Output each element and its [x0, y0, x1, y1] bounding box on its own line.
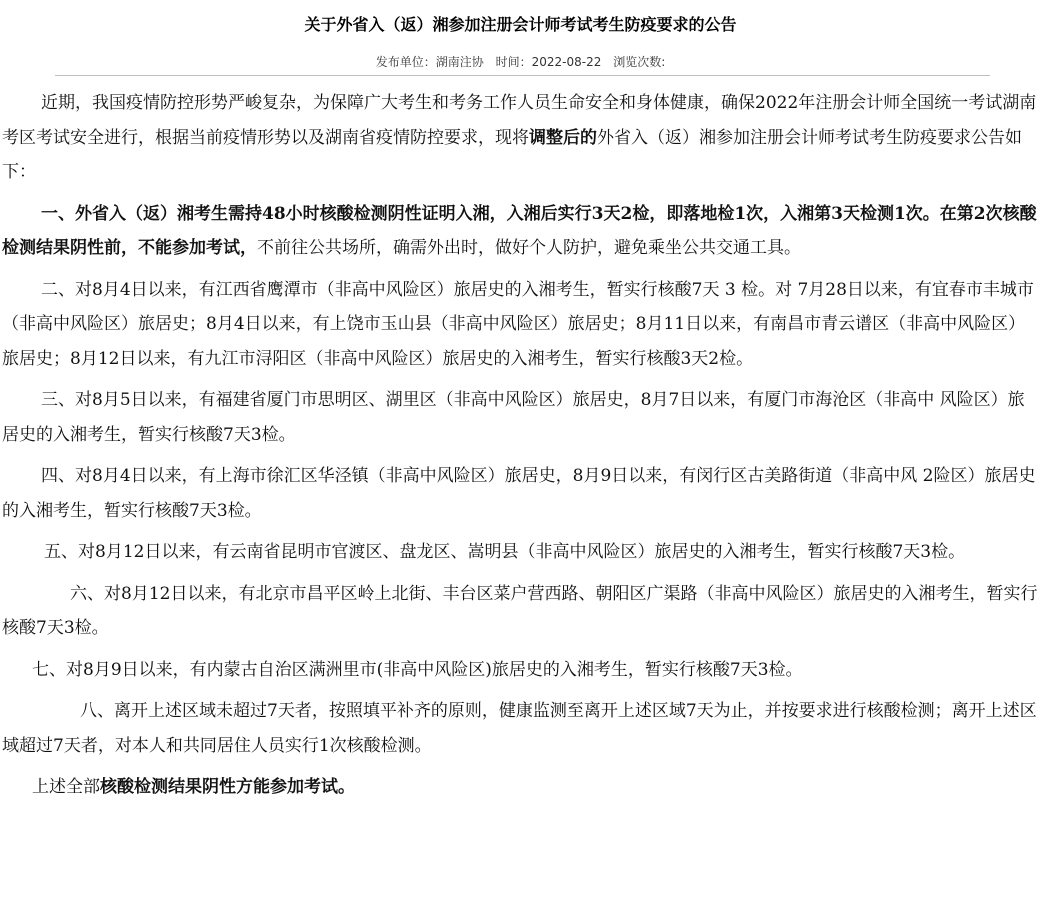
- paragraph-text: 外省入（返）湘参加注册会计师考试考生防疫要求公告如下：: [2, 127, 1022, 182]
- publisher-text: 发布单位：湖南注协: [375, 55, 484, 69]
- title-divider: [55, 75, 990, 76]
- paragraph-text: 六、对8月12日以来，有北京市昌平区岭上北街、丰台区菜户营西路、朝阳区广渠路（非高中风险区）旅居史的入湘考生，暂实行核酸7天3检。: [2, 583, 1038, 638]
- view-count: 浏览次数:: [613, 55, 666, 69]
- publish-time: 时间：2022-08-22: [495, 55, 602, 69]
- paragraph-text: 四、对8月4日以来，有上海市徐汇区华泾镇（非高中风险区）旅居史，8月9日以来，有闵行区古美路街道（非高中风 2险区）旅居史的入湘考生，暂实行核酸7天3检。: [2, 466, 1036, 521]
- document-meta: [0, 53, 1041, 70]
- paragraph-text: 三、对8月5日以来，有福建省厦门市思明区、湖里区（非高中风险区）旅居史，8月7日以来，有厦门市海沧区（非高中 风险区）旅居史的入湘考生，暂实行核酸7天3检。: [2, 390, 1025, 445]
- body-paragraph: [2, 86, 1038, 190]
- body-paragraph: [2, 197, 1038, 266]
- body-paragraph: [2, 694, 1038, 763]
- paragraph-text: 五、对8月12日以来，有云南省昆明市官渡区、盘龙区、嵩明县（非高中风险区）旅居史的入湘考生，暂实行核酸7天3检。: [44, 542, 966, 562]
- body-paragraph: [2, 535, 1038, 570]
- emphasis-text: 核酸检测结果阴性方能参加考试。: [100, 777, 355, 797]
- body-paragraph: [2, 770, 1038, 805]
- paragraph-text: 二、对8月4日以来，有江西省鹰潭市（非高中风险区）旅居史的入湘考生，暂实行核酸7天 3 检。对 7月28日以来，有宜春市丰城市（非高中风险区）旅居史；8月4日以来，有上饶市玉山县（非高中风险区）旅居史；8月11日以来，有南昌市青云谱区（非高中风险区）旅居史；8月12日以来，有九江市浔阳区（非高中风险区）旅居史的入湘考生，暂实行核酸3天2检。: [2, 279, 1034, 369]
- body-paragraph: [2, 383, 1038, 452]
- emphasis-text: 一、外省入（返）湘考生需持48小时核酸检测阴性证明入湘，入湘后实行3天2检，即落地检1次，入湘第3天检测1次。在第2次核酸检测结果阴性前，不能参加考试，: [2, 203, 1037, 258]
- document-body: [2, 86, 1038, 812]
- body-paragraph: [2, 459, 1038, 528]
- paragraph-text: 不前往公共场所，确需外出时，做好个人防护，避免乘坐公共交通工具。: [257, 238, 801, 258]
- paragraph-text: 近期，我国疫情防控形势严峻复杂，为保障广大考生和考务工作人员生命安全和身体健康，确保2022年注册会计师全国统一考试湖南考区考试安全进行，根据当前疫情形势以及湖南省疫情防控要求，现将: [2, 93, 1037, 148]
- document-title: 关于外省入（返）湘参加注册会计师考试考生防疫要求的公告: [304, 15, 737, 34]
- paragraph-text: 上述全部: [32, 777, 100, 797]
- body-paragraph: [2, 273, 1038, 377]
- body-paragraph: [2, 577, 1038, 646]
- emphasis-text: 调整后的: [529, 127, 597, 148]
- paragraph-text: 七、对8月9日以来，有内蒙古自治区满洲里市(非高中风险区)旅居史的入湘考生，暂实行核酸7天3检。: [32, 659, 803, 680]
- paragraph-text: 八、离开上述区域未超过7天者，按照填平补齐的原则，健康监测至离开上述区域7天为止，并按要求进行核酸检测；离开上述区域超过7天者，对本人和共同居住人员实行1次核酸检测。: [2, 701, 1037, 756]
- body-paragraph: [2, 653, 1038, 688]
